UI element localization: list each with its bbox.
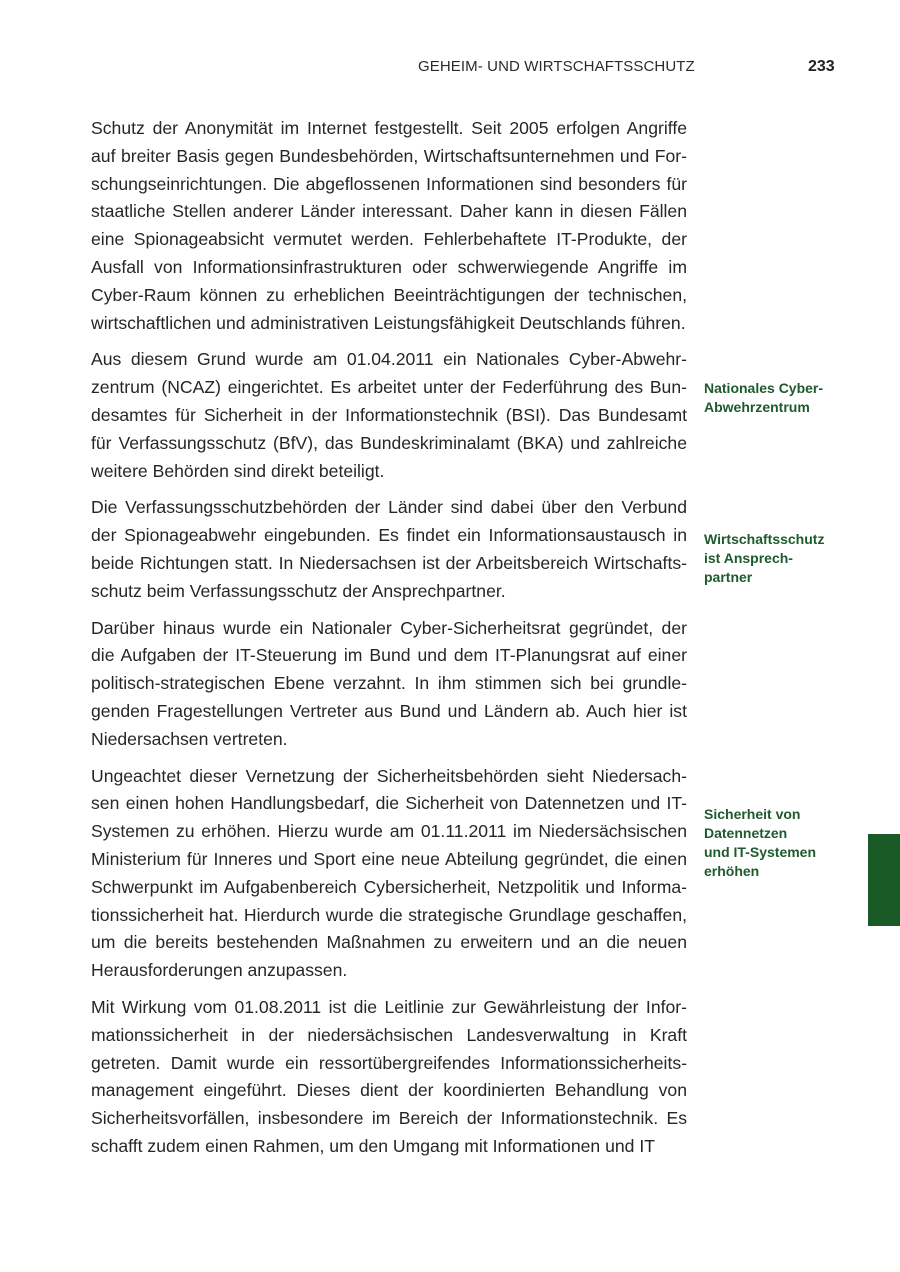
- body-text: [91, 115, 687, 1170]
- margin-note-line: partner: [704, 569, 753, 585]
- chapter-thumb-tab: [868, 834, 900, 926]
- page-number: 233: [808, 58, 835, 75]
- margin-note-line: Abwehrzentrum: [704, 399, 810, 415]
- margin-note-wirtschaftsschutz: [704, 530, 834, 587]
- paragraph: Ungeachtet dieser Vernetzung der Sicherheitsbehörden sieht Niedersachsen einen hohen Handlungsbedarf, die Sicherheit von Datennetzen und IT-Systemen zu erhöhen. Hierzu wurde am 01.11.2011 im Niedersächsischen Ministerium für Inneres und Sport eine neue Abteilung gegründet, die einen Schwerpunkt im Aufgabenbereich Cybersicherheit, Netzpolitik und Informationssicherheit hat. Hierdurch wurde die strategische Grundlage geschaffen, um die bereits bestehenden Maßnahmen zu erweitern und an die neuen Herausforderungen anzupassen.: [91, 765, 687, 981]
- margin-note-line: Nationales Cyber-: [704, 380, 824, 396]
- margin-note-line: Wirtschaftsschutz: [704, 531, 825, 547]
- margin-note-line: und IT-Systemen: [704, 844, 817, 860]
- paragraph: Aus diesem Grund wurde am 01.04.2011 ein Nationales Cyber-Abwehrzentrum (NCAZ) eingerichtet. Es arbeitet unter der Federführung des Bundesamtes für Sicherheit in der Informationstechnik (BSI). Das Bundesamt für Verfassungsschutz (BfV), das Bundeskriminalamt (BKA) und zahlreiche weitere Behörden sind direkt beteiligt.: [91, 349, 687, 481]
- margin-note-cyber-abwehrzentrum: [704, 379, 834, 417]
- margin-note-line: ist Ansprech-: [704, 550, 793, 566]
- paragraph: Die Verfassungsschutzbehörden der Länder sind dabei über den Verbund der Spionageabwehr eingebunden. Es findet ein Informationsaustausch in beide Richtungen statt. In Niedersachsen ist der Arbeitsbereich Wirtschaftsschutz beim Verfassungsschutz der Ansprechpartner.: [91, 497, 687, 601]
- paragraph: Schutz der Anonymität im Internet festgestellt. Seit 2005 erfolgen Angriffe auf breiter Basis gegen Bundesbehörden, Wirtschaftsunternehmen und Forschungseinrichtungen. Die abgeflossenen Informationen sind besonders für staatliche Stellen anderer Länder interessant. Daher kann in diesen Fällen eine Spionageabsicht vermutet werden. Fehlerbehaftete IT-Produkte, der Ausfall von Informationsinfrastrukturen oder schwerwiegende Angriffe im Cyber-Raum können zu erheblichen Beeinträchtigungen der technischen, wirtschaftlichen und administrativen Leistungsfähigkeit Deutschlands führen.: [91, 118, 687, 333]
- running-head: GEHEIM- UND WIRTSCHAFTSSCHUTZ: [418, 58, 695, 75]
- margin-note-line: erhöhen: [704, 863, 760, 879]
- margin-note-sicherheit-datennetze: [704, 805, 834, 881]
- margin-note-line: Datennetzen: [704, 825, 788, 841]
- paragraph: Mit Wirkung vom 01.08.2011 ist die Leitlinie zur Gewährleistung der Informationssicherheit in der niedersächsischen Landesverwaltung in Kraft getreten. Damit wurde ein ressortübergreifendes Informationssicherheitsmanagement eingeführt. Dieses dient der koordinierten Behandlung von Sicherheitsvorfällen, insbesondere im Bereich der Informationstechnik. Es schafft zudem einen Rahmen, um den Umgang mit Informationen und IT: [91, 996, 687, 1156]
- margin-note-line: Sicherheit von: [704, 806, 801, 822]
- paragraph: Darüber hinaus wurde ein Nationaler Cyber-Sicherheitsrat gegründet, der die Aufgaben der IT-Steuerung im Bund und dem IT-Planungsrat auf einer politisch-strategischen Ebene verzahnt. In ihm stimmen sich bei grundlegenden Fragestellungen Vertreter aus Bund und Ländern ab. Auch hier ist Niedersachsen vertreten.: [91, 617, 687, 749]
